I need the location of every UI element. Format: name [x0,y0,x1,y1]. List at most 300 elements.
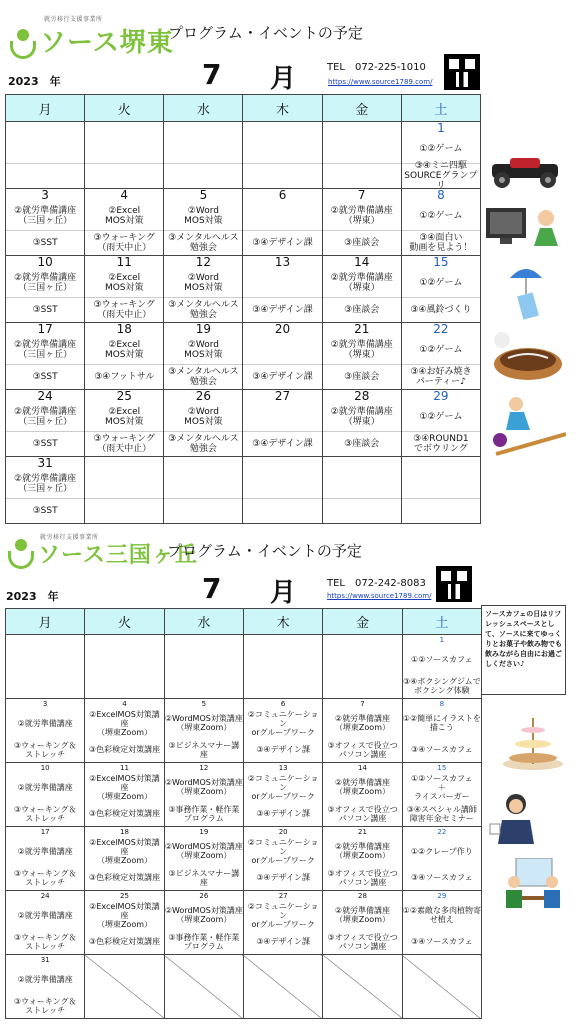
okonomiyaki-icon [490,328,566,384]
afternoon-program [6,673,84,698]
program-text: ③④ソースカフェ [411,937,473,946]
calendar-week-row [6,635,482,699]
morning-program [85,268,163,298]
qr-code-icon [444,54,480,90]
calendar-day-cell [323,699,402,763]
program-text: ①②ゲーム [419,277,463,288]
day-number: 7 [360,700,365,708]
program-text: ③④お好み焼き [410,367,472,377]
program-text: ③色彩検定対策講座 [88,809,161,818]
person-logo-icon [10,29,36,59]
calendar-week-row [6,763,482,827]
program-text: ③オフィスで役立つ [327,740,398,750]
calendar-day-cell [164,256,243,323]
morning-program [85,134,163,164]
program-text: ③ビジネスマナー講座 [168,740,240,759]
calendar-day-cell [85,699,164,763]
morning-program [244,901,322,929]
morning-program [403,901,481,929]
afternoon-program [164,231,242,255]
program-text: ③ウォーキング＆ [13,804,77,814]
morning-program [243,268,321,298]
afternoon-program [243,298,321,322]
program-text: ②就労準備講座 [334,842,391,851]
program-text: ボクシング体験 [414,685,470,695]
afternoon-program [165,801,243,826]
program-text: （雨天中止） [97,243,152,253]
morning-program [85,901,163,929]
day-number [243,457,321,469]
morning-program [6,201,84,231]
morning-program [403,837,481,865]
program-text: 勉強会 [189,310,217,320]
day-number: 20 [274,322,291,336]
morning-program [402,201,480,231]
program-text: ③SST [32,372,58,382]
program-text: ③④ボクシングジムで [402,676,481,686]
program-text: ③色彩検定対策講座 [88,745,161,754]
afternoon-program [6,929,84,954]
day-number: 18 [116,322,132,336]
morning-program [323,709,401,737]
program-text: ②コミュニケーション [247,773,319,792]
program-text: ②コミュニケーション [247,837,319,856]
program-text: ③オフィスで役立つ [327,868,398,878]
day-number: 28 [354,389,370,403]
morning-program [323,134,401,164]
program-text: ②Word [187,406,219,417]
afternoon-program [402,298,480,322]
calendar-table [5,608,482,1019]
morning-program [323,773,401,801]
afternoon-program [403,865,481,890]
program-text: ③④デザイン課 [252,372,313,382]
calendar-day-cell [85,189,164,256]
logo-subtitle: 就労移行支援事業所 [40,534,99,541]
morning-program [6,837,84,865]
afternoon-program [243,164,321,188]
morning-program [403,773,481,801]
morning-program [403,645,481,673]
afternoon-program [85,673,163,698]
afternoon-program [243,432,321,456]
day-number: 13 [274,255,291,269]
day-number: 21 [354,322,370,336]
program-text: ③事務作業・軽作業 [168,804,240,814]
day-number: 12 [195,255,212,269]
morning-program [323,837,401,865]
morning-program [165,901,243,929]
program-text: せ植え [429,915,454,924]
afternoon-program [6,231,84,255]
program-text: （三国ヶ丘） [18,215,73,226]
calendar-day-cell [164,699,243,763]
day-number [323,635,401,645]
afternoon-program [164,164,242,188]
morning-program [164,134,242,164]
program-text: ②就労準備講座 [14,272,77,283]
day-number: 17 [37,322,53,336]
afternoon-program [403,801,481,826]
telephone: TEL 072-225-1010 [327,62,426,73]
program-text: （三国ヶ丘） [18,282,73,293]
day-number: 10 [37,255,53,269]
calendar-week-row [6,323,481,390]
program-text: ③ウォーキング [93,434,155,444]
program-text: ①②ソースカフェ [411,773,473,783]
morning-program [85,335,163,365]
day-number: 26 [195,389,212,403]
day-number [323,955,401,965]
afternoon-program [165,865,243,890]
day-number: 29 [433,389,449,403]
program-text: ②WordMOS対策講座 [164,906,243,915]
day-number: 20 [278,828,288,836]
afternoon-program [165,737,243,762]
calendar-day-cell [401,323,480,390]
program-text: MOS対策 [104,282,144,293]
day-number [164,122,242,134]
weekday-header: 月 [6,609,85,635]
morning-program [6,402,84,432]
afternoon-program [323,432,401,456]
morning-program [244,709,322,737]
logo-text: ソース三国ヶ丘 [38,543,198,568]
morning-program [403,709,481,737]
calendar-day-cell [243,827,322,891]
program-text: ①②簡単にイラストを [402,714,481,723]
person-watching-pc-icon [484,204,568,250]
people-at-cafe-table-icon [500,858,566,914]
day-number: 11 [116,255,132,269]
program-text: ③メンタルヘルス [168,367,239,377]
afternoon-program [6,737,84,762]
afternoon-program [85,298,163,322]
program-text: ②就労準備講座 [14,205,77,216]
calendar-day-cell [243,189,322,256]
program-text: orグループワーク [251,791,315,801]
program-text: ②ExcelMOS対策講座 [89,901,160,920]
afternoon-program [323,499,401,523]
afternoon-program [6,499,84,523]
day-number: 26 [199,892,209,900]
calendar-day-cell [85,891,164,955]
program-text: ①②クレープ作り [410,846,473,856]
program-text: MOS対策 [184,282,223,293]
morning-program [243,335,321,365]
program-text: ③④デザイン課 [256,937,311,946]
calendar-day-cell [323,955,402,1019]
program-text: ③ビジネスマナー講座 [168,868,240,887]
program-text: ストレッチ [25,877,66,887]
calendar-day-cell [401,122,480,189]
day-number [323,122,401,134]
day-number [402,457,480,469]
afternoon-program [243,499,321,523]
day-number [165,955,243,965]
program-text: （堺東Zoom） [334,787,390,796]
program-text: ③④面白い [419,233,463,243]
calendar-day-cell [243,699,322,763]
logo-text: ソース堺東 [40,28,174,58]
website-link[interactable]: https://www.source1789.com/ [328,78,433,86]
program-text: ストレッチ [25,749,66,759]
day-number: 22 [437,828,447,836]
program-text: （堺東Zoom） [176,915,232,924]
program-text: （堺東Zoom） [96,727,153,737]
morning-program [85,469,163,499]
afternoon-program [323,298,401,322]
calendar-day-cell [6,189,85,256]
day-number [403,955,481,965]
weekday-header: 木 [243,609,322,635]
program-text: MOS対策 [104,416,144,427]
morning-program [164,402,242,432]
calendar-day-cell [164,955,243,1019]
program-text: ①②ソースカフェ [411,654,473,664]
weekday-header: 月 [6,95,85,122]
program-text: パーティー♪ [415,377,466,387]
afternoon-program [244,865,322,890]
afternoon-program [6,298,84,322]
day-number [243,122,321,134]
calendar-day-cell [164,635,243,699]
calendar-day-cell [164,827,243,891]
program-text: ③色彩検定対策講座 [88,937,161,946]
day-number: 3 [42,700,48,708]
program-text: （堺東Zoom） [334,723,390,732]
program-text: （堺東Zoom） [176,851,232,860]
afternoon-program [403,673,481,698]
calendar-week-row [6,390,481,457]
program-title: プログラム・イベントの予定 [167,542,362,560]
calendar-day-cell [402,891,481,955]
calendar-day-cell [6,122,85,189]
program-text: プログラム [183,813,224,823]
program-text: ③SST [32,506,58,516]
program-text: （堺東Zoom） [334,851,390,860]
day-number [85,955,163,965]
program-text: ②就労準備講座 [14,406,77,417]
morning-program [323,965,401,993]
program-text: ③④風鈴づくり [410,305,472,315]
program-text: ②WordMOS対策講座 [164,714,243,723]
morning-program [323,901,401,929]
program-text: ②就労準備講座 [334,778,391,787]
program-text: ②コミュニケーション [247,709,319,728]
day-number: 29 [437,892,447,900]
program-text: パソコン講座 [338,877,387,887]
day-number [164,457,242,469]
day-number: 1 [439,636,445,644]
day-number: 5 [199,188,208,202]
day-number [6,635,84,645]
afternoon-program [85,164,163,188]
day-number: 14 [354,255,370,269]
website-link[interactable]: https://www.source1789.com/ [327,592,432,600]
month-number: 7 [202,58,222,91]
calendar-week-row [6,457,481,524]
program-text: SOURCEグランプリ [404,171,478,191]
program-text: パソコン講座 [338,813,387,823]
afternoon-program [244,673,322,698]
morning-program [402,268,480,298]
program-text: ③④フットサル [94,372,155,382]
calendar-day-cell [402,699,481,763]
morning-program [6,134,84,164]
program-text: ③メンタルヘルス [168,233,239,243]
afternoon-tea-icon [500,714,566,772]
program-text: ③座談会 [344,439,380,449]
program-text: ③SST [32,439,58,449]
program-text: （三国ヶ丘） [18,483,73,494]
calendar-day-cell [322,256,401,323]
program-text: （三国ヶ丘） [18,416,73,427]
program-text: ②ExcelMOS対策講座 [89,709,160,728]
calendar-day-cell [6,891,85,955]
afternoon-program [165,673,243,698]
program-text: ②Word [187,205,219,216]
program-text: ③座談会 [344,372,380,382]
calendar-day-cell [243,256,322,323]
calendar-day-cell [243,635,322,699]
program-text: 勉強会 [189,444,217,454]
program-text: パソコン講座 [338,749,387,759]
day-number: 25 [120,892,129,900]
calendar-day-cell [85,122,164,189]
program-text: （堺東Zoom） [334,915,390,924]
afternoon-program [323,365,401,389]
program-text: ②就労準備講座 [14,473,77,484]
day-number: 15 [433,255,449,269]
program-text: ①②ゲーム [419,344,463,355]
afternoon-program [244,929,322,954]
afternoon-program [323,929,401,954]
calendar-day-cell [322,323,401,390]
afternoon-program [85,993,163,1018]
day-number: 24 [37,389,53,403]
calendar-day-cell [243,457,322,524]
program-text: ③④ソースカフェ [411,745,473,754]
program-text: 動画を見よう！ [409,243,473,253]
day-number: 31 [40,956,50,964]
day-number [244,955,322,965]
calendar-day-cell [322,457,401,524]
program-text: （堺東Zoom） [96,791,153,801]
qr-code-icon [436,566,472,602]
weekday-header: 金 [322,95,401,122]
day-number [85,457,163,469]
morning-program [85,402,163,432]
program-text: ②就労準備講座 [17,782,73,792]
calendar-day-cell [85,827,164,891]
morning-program [6,773,84,801]
afternoon-program [402,432,480,456]
calendar-day-cell [85,955,164,1019]
program-text: ③メンタルヘルス [168,434,239,444]
calendar-day-cell [402,763,481,827]
afternoon-program [243,365,321,389]
program-text: ②ExcelMOS対策講座 [89,773,160,792]
program-text: ②Word [187,272,219,283]
calendar-day-cell [243,323,322,390]
program-text: ①②ゲーム [419,210,463,221]
program-text: ストレッチ [25,941,66,951]
calendar-day-cell [164,323,243,390]
day-number: 13 [278,764,288,772]
morning-program [85,965,163,993]
day-number [165,635,243,645]
morning-program [85,773,163,801]
program-text: ③ウォーキング＆ [13,868,77,878]
morning-program [402,335,480,365]
calendar-day-cell [322,122,401,189]
program-text: 描こう [429,723,454,732]
morning-program [243,469,321,499]
day-number: 12 [199,764,209,772]
program-text: ②Excel [108,339,141,350]
year-label: 2023 年 [8,75,61,88]
calendar-day-cell [243,891,322,955]
day-number [85,635,163,645]
calendar-day-cell [6,390,85,457]
morning-program [85,201,163,231]
program-text: ②就労準備講座 [17,910,73,920]
program-text: ②コミュニケーション [247,901,319,920]
program-text: ②Excel [108,272,141,283]
day-number: 5 [201,700,207,708]
calendar-day-cell [6,827,85,891]
program-text: プログラム [183,941,224,951]
program-text: MOS対策 [184,349,223,360]
day-number: 11 [120,764,129,772]
calendar-week-row [6,827,482,891]
calendar-day-cell [6,323,85,390]
morning-program [244,965,322,993]
afternoon-program [164,499,242,523]
calendar-day-cell [323,763,402,827]
calendar-week-row [6,955,482,1019]
program-text: ②就労準備講座 [330,406,393,417]
calendar-day-cell [401,457,480,524]
program-title: プログラム・イベントの予定 [168,24,363,42]
morning-program [85,645,163,673]
program-text: orグループワーク [251,855,315,865]
afternoon-program [244,737,322,762]
program-text: （堺東Zoom） [96,919,153,929]
day-number [244,635,322,645]
morning-program [243,134,321,164]
calendar-day-cell [164,390,243,457]
year-label: 2023 年 [6,590,59,603]
morning-program [85,709,163,737]
program-text: ③④デザイン課 [256,745,311,754]
program-text: ③④デザイン課 [252,238,313,248]
person-logo-icon [8,539,34,569]
program-text: 勉強会 [189,377,217,387]
morning-program [164,201,242,231]
program-text: ストレッチ [25,1005,66,1015]
day-number: 21 [358,828,367,836]
morning-program [6,268,84,298]
day-number: 10 [40,764,50,772]
program-text: ③④スペシャル講師 [406,804,477,814]
program-text: ②WordMOS対策講座 [164,842,243,851]
program-text: ②Excel [108,406,141,417]
calendar-day-cell [243,122,322,189]
program-text: （堺東） [343,349,380,360]
morning-program [6,709,84,737]
